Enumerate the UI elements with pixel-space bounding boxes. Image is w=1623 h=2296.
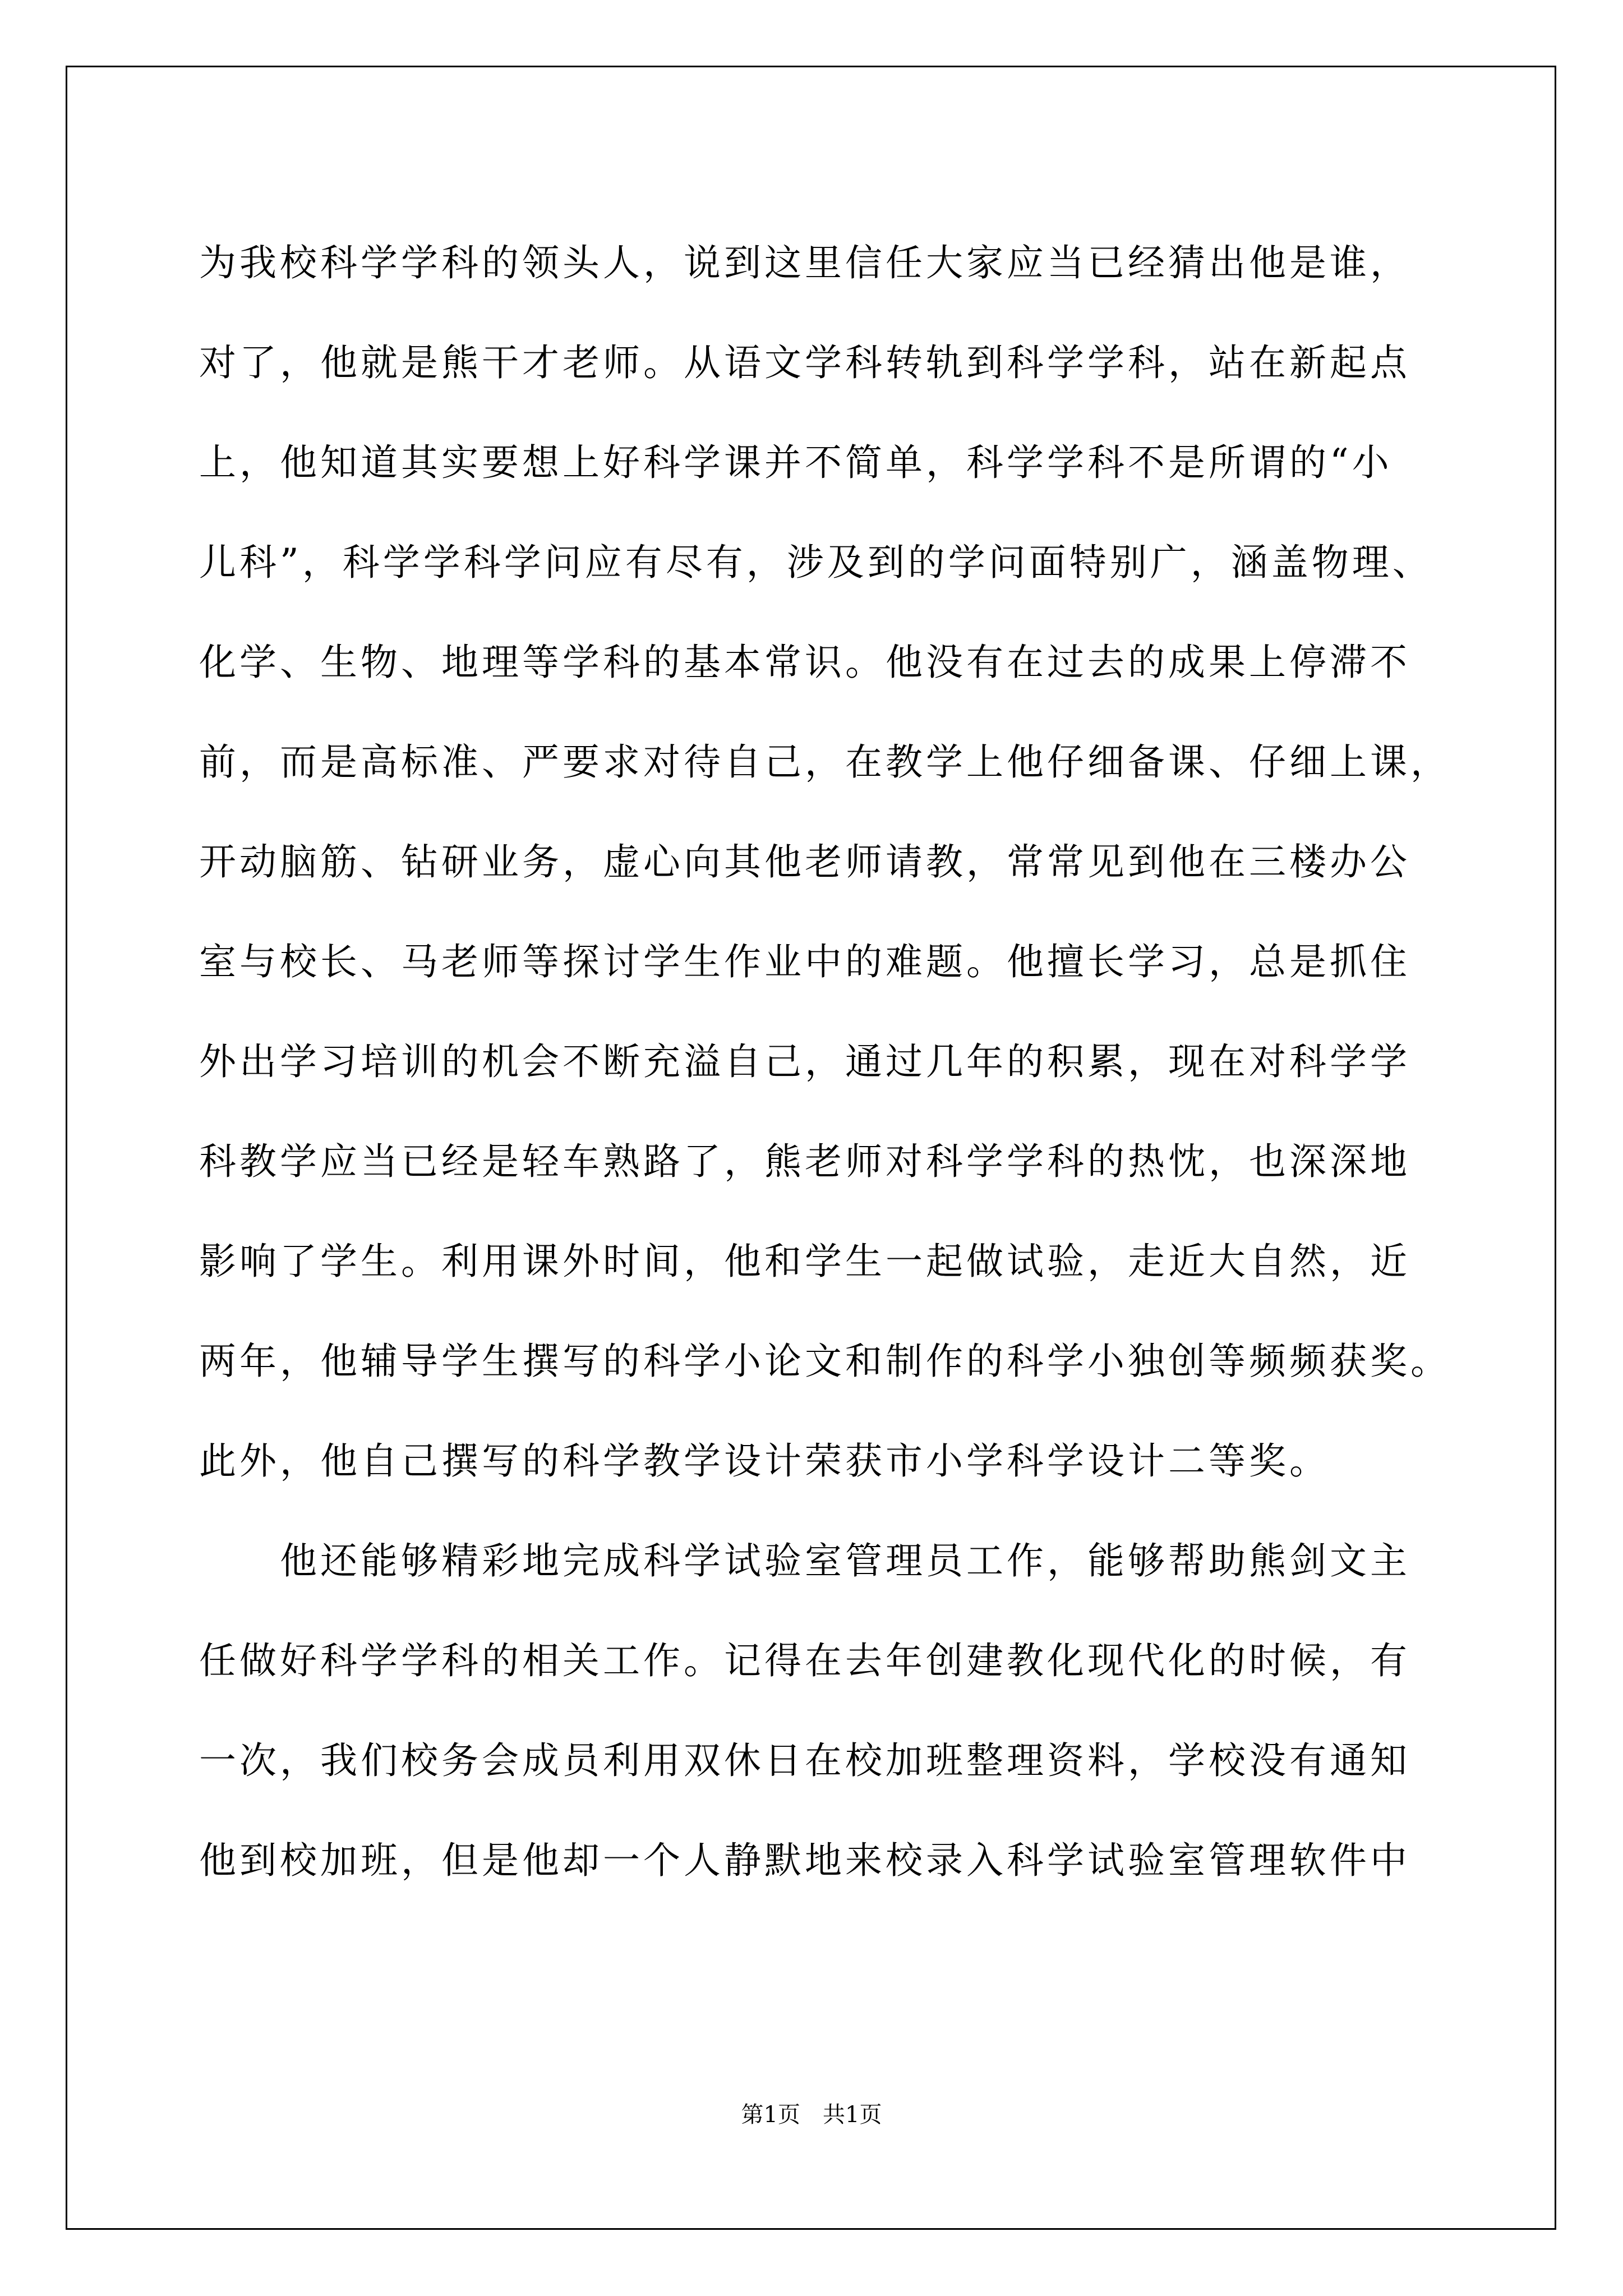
text-line: 任做好科学学科的相关工作。记得在去年创建教化现代化的时候，有	[199, 1639, 1410, 1682]
text-line: 两年，他辅导学生撰写的科学小论文和制作的科学小独创等频频获奖。	[199, 1340, 1451, 1383]
text-line: 为我校科学学科的领头人，说到这里信任大家应当已经猜出他是谁，	[199, 241, 1410, 284]
text-line: 他到校加班，但是他却一个人静默地来校录入科学试验室管理软件中	[199, 1839, 1410, 1882]
text-line: 他还能够精彩地完成科学试验室管理员工作，能够帮助熊剑文主	[280, 1539, 1410, 1582]
text-line: 对了，他就是熊干才老师。从语文学科转轨到科学学科，站在新起点	[199, 341, 1410, 384]
text-line: 一次，我们校务会成员利用双休日在校加班整理资料，学校没有通知	[199, 1739, 1410, 1782]
text-line: 科教学应当已经是轻车熟路了，熊老师对科学学科的热忱，也深深地	[199, 1140, 1410, 1183]
text-line: 儿科”，科学学科学问应有尽有，涉及到的学问面特别广，涵盖物理、	[199, 541, 1433, 584]
text-line: 影响了学生。利用课外时间，他和学生一起做试验，走近大自然，近	[199, 1240, 1410, 1283]
text-line: 室与校长、马老师等探讨学生作业中的难题。他擅长学习，总是抓住	[199, 940, 1410, 983]
text-line: 开动脑筋、钻研业务，虚心向其他老师请教，常常见到他在三楼办公	[199, 840, 1410, 884]
document-body	[199, 213, 1451, 1911]
paragraph-1	[199, 213, 1451, 1511]
text-line: 外出学习培训的机会不断充溢自己，通过几年的积累，现在对科学学	[199, 1040, 1410, 1083]
text-line: 此外，他自己撰写的科学教学设计荣获市小学科学设计二等奖。	[199, 1439, 1330, 1483]
page-number: 第1页	[741, 2102, 800, 2128]
text-line: 化学、生物、地理等学科的基本常识。他没有在过去的成果上停滞不	[199, 641, 1410, 684]
text-line: 上，他知道其实要想上好科学课并不简单，科学学科不是所谓的“小	[199, 441, 1393, 484]
page-footer	[0, 2098, 1623, 2132]
paragraph-2	[199, 1511, 1433, 1911]
text-line: 前，而是高标准、严要求对待自己，在教学上他仔细备课、仔细上课，	[199, 740, 1451, 784]
page-total: 共1页	[823, 2102, 882, 2128]
